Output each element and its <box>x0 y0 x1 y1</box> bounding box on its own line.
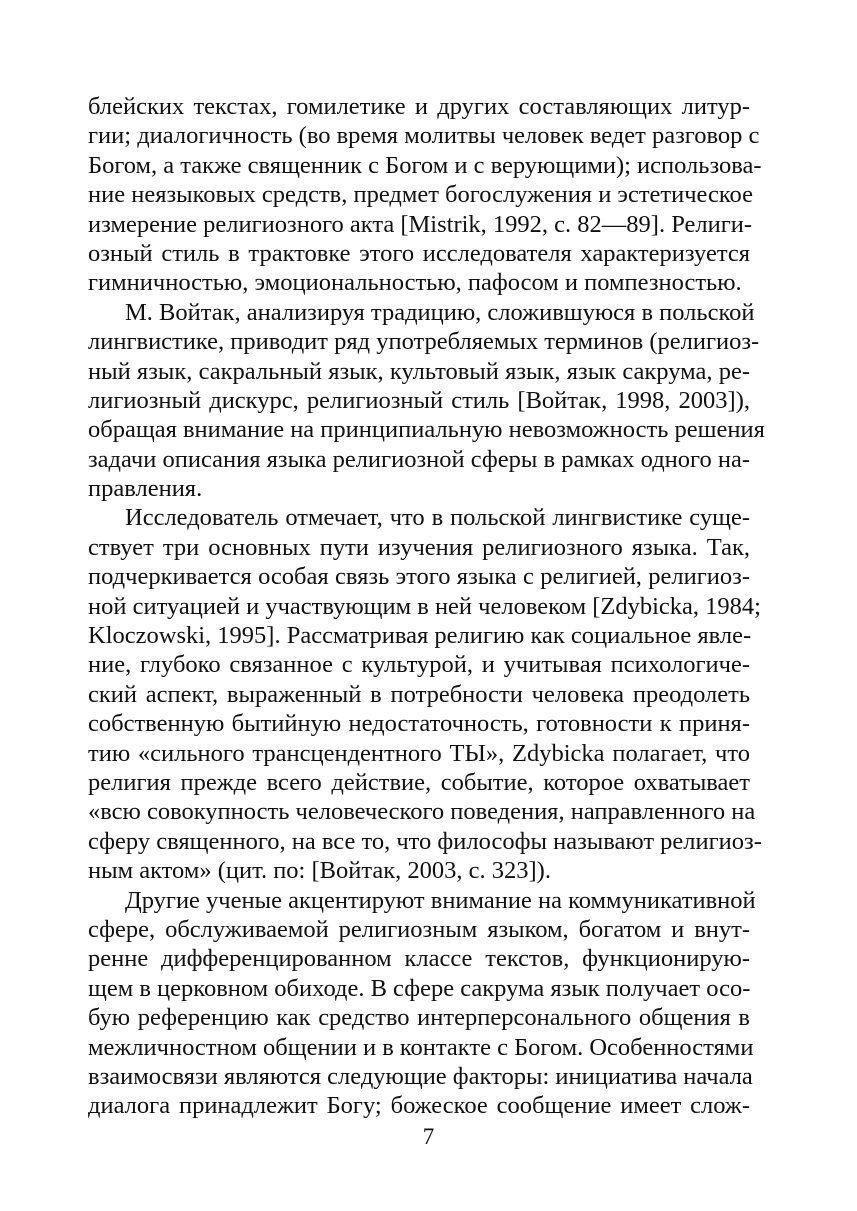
text-line: ный язык, сакральный язык, культовый язык, язык сакрума, ре- <box>88 357 750 385</box>
text-line: «всю совокупность человеческого поведения, направленного на <box>88 798 756 826</box>
text-line: Богом, а также священник с Богом и с верующими); использова- <box>88 151 762 179</box>
text-line: М. Войтак, анализируя традицию, сложившуюся в польской <box>125 298 755 326</box>
text-line: тию «сильного трансцендентного ТЫ», Zdybicka полагает, что <box>88 739 750 767</box>
text-line: Исследователь отмечает, что в польской лингвистике суще- <box>125 504 750 532</box>
paragraph-1 <box>88 92 762 298</box>
text-line: блейских текстах, гомилетике и других составляющих литур- <box>88 93 750 120</box>
text-line: измерение религиозного акта [Mistrik, 1992, с. 82—89]. Религи- <box>88 210 753 238</box>
text-line: бую референцию как средство интерперсонального общения в <box>88 1004 750 1032</box>
text-line: лингвистике, приводит ряд употребляемых терминов (религиоз- <box>88 328 760 356</box>
text-line: лигиозный дискурс, религиозный стиль [Войтак, 1998, 2003]), <box>88 386 750 414</box>
text-line: Kloczowski, 1995]. Рассматривая религию как социальное явле- <box>88 622 752 650</box>
text-line: собственную бытийную недостаточность, готовности к приня- <box>88 710 750 738</box>
page-body <box>88 92 765 1121</box>
paragraph-3 <box>88 503 762 885</box>
text-line: подчеркивается особая связь этого языка с религией, религиоз- <box>88 563 750 591</box>
text-line: щем в церковном обиходе. В сфере сакрума язык получает осо- <box>88 974 751 1002</box>
text-line: гимничностью, эмоциональностью, пафосом и помпезностью. <box>88 269 742 297</box>
text-line: сфере, обслуживаемой религиозным языком, богатом и внут- <box>88 915 750 943</box>
text-line: задачи описания языка религиозной сферы в рамках одного на- <box>88 445 750 473</box>
text-line: ние неязыковых средств, предмет богослужения и эстетическое <box>88 181 753 209</box>
text-line: ский аспект, выраженный в потребности человека преодолеть <box>88 680 750 708</box>
text-line: гии; диалогичность (во время молитвы человек ведет разговор с <box>88 122 760 150</box>
text-line: межличностном общении и в контакте с Богом. Особенностями <box>88 1033 754 1061</box>
text-line: Другие ученые акцентируют внимание на коммуникативной <box>125 886 756 914</box>
text-line: сферу священного, на все то, что философы называют религиоз- <box>88 827 762 855</box>
text-line: диалога принадлежит Богу; божеское сообщение имеет слож- <box>88 1092 750 1120</box>
text-line: ной ситуацией и участвующим в ней человеком [Zdybicka, 1984; <box>88 592 761 620</box>
text-line: ренне дифференцированном классе текстов, функционирую- <box>88 945 750 973</box>
page-number: 7 <box>422 1124 435 1149</box>
text-line: ствует три основных пути изучения религиозного языка. Так, <box>88 533 750 561</box>
text-line: ным актом» (цит. по: [Войтак, 2003, с. 323]). <box>88 857 551 885</box>
text-line: ние, глубоко связанное с культурой, и учитывая психологиче- <box>88 651 750 679</box>
paragraph-4 <box>88 886 756 1121</box>
text-line: религия прежде всего действие, событие, которое охватывает <box>88 768 750 796</box>
text-line: взаимосвязи являются следующие факторы: инициатива начала <box>88 1062 753 1090</box>
text-line: правления. <box>88 475 203 503</box>
paragraph-2 <box>88 298 765 504</box>
text-line: озный стиль в трактовке этого исследователя характеризуется <box>88 239 750 267</box>
text-line: обращая внимание на принципиальную невозможность решения <box>88 416 765 444</box>
